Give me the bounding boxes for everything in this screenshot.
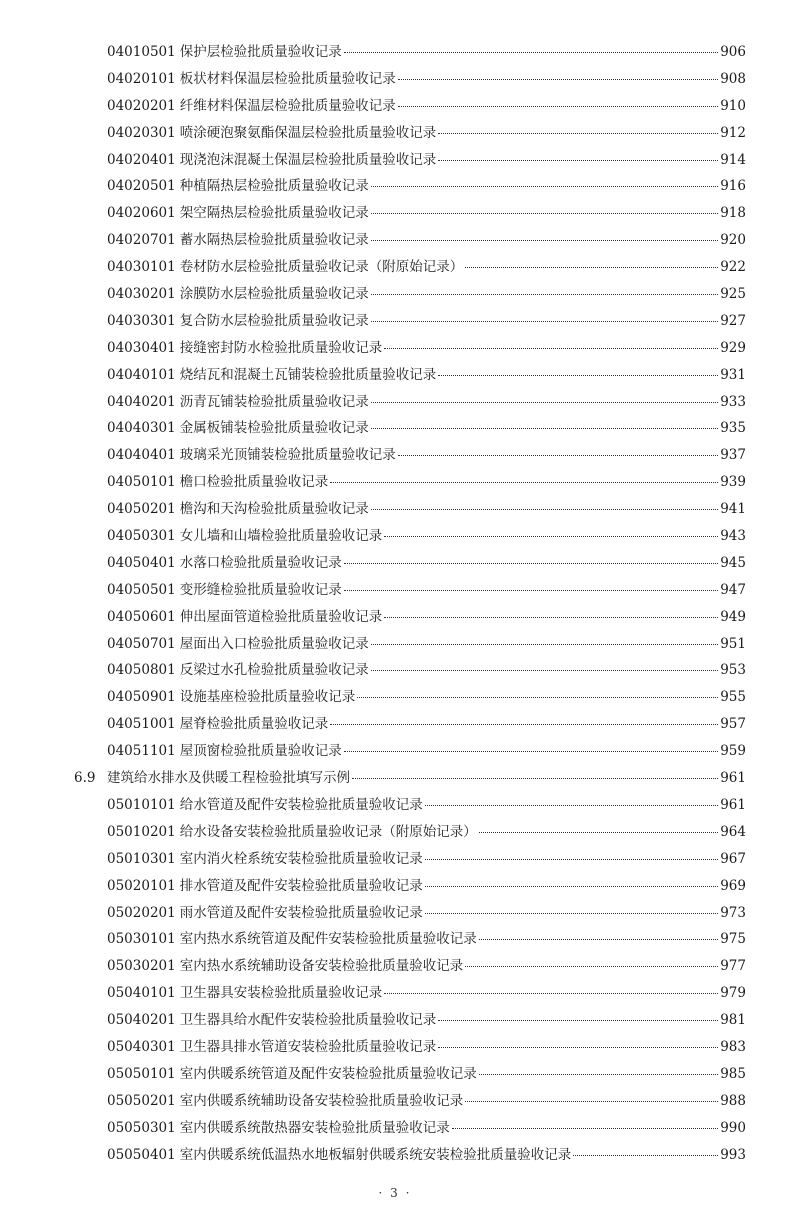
toc-entry-code: 05020101 xyxy=(107,877,176,894)
toc-entry-code: 04050901 xyxy=(107,689,176,706)
toc-entry-row[interactable] xyxy=(0,39,790,66)
toc-entry-title: 室内热水系统辅助设备安装检验批质量验收记录 xyxy=(179,958,464,975)
toc-entry-code: 04050601 xyxy=(107,608,176,625)
toc-page-number: 961 xyxy=(720,796,746,813)
toc-entry-code: 05050101 xyxy=(107,1065,176,1082)
toc-entry-title: 室内供暖系统低温热水地板辐射供暖系统安装检验批质量验收记录 xyxy=(179,1146,572,1163)
toc-entry-code: 04050401 xyxy=(107,554,176,571)
dot-leader xyxy=(465,966,718,967)
toc-page-number: 943 xyxy=(720,528,746,545)
toc-entry-row[interactable] xyxy=(0,631,790,658)
toc-entry-title: 接缝密封防水检验批质量验收记录 xyxy=(179,339,383,356)
dot-leader xyxy=(465,267,718,268)
toc-entry-row[interactable] xyxy=(0,926,790,953)
toc-entry-code: 04020401 xyxy=(107,151,176,168)
toc-entry-row[interactable] xyxy=(0,469,790,496)
toc-entry-code: 05020201 xyxy=(107,904,176,921)
toc-page-number: 981 xyxy=(720,1012,746,1029)
toc-entry-row[interactable] xyxy=(0,227,790,254)
toc-entry-code: 04020701 xyxy=(107,232,176,249)
toc-page-number: 951 xyxy=(720,635,746,652)
toc-page-number: 935 xyxy=(720,420,746,437)
toc-entry-code: 05050301 xyxy=(107,1119,176,1136)
toc-page-number: 983 xyxy=(720,1038,746,1055)
toc-page-number: 925 xyxy=(720,286,746,303)
toc-entry-row[interactable] xyxy=(0,1088,790,1115)
toc-entry-title: 排水管道及配件安装检验批质量验收记录 xyxy=(179,877,423,894)
toc-entry-code: 05040301 xyxy=(107,1038,176,1055)
toc-entry-title: 架空隔热层检验批质量验收记录 xyxy=(179,205,369,222)
dot-leader xyxy=(384,993,718,994)
dot-leader xyxy=(452,1128,718,1129)
toc-entry-code: 04040101 xyxy=(107,366,176,383)
dot-leader xyxy=(384,617,718,618)
dot-leader xyxy=(425,805,718,806)
toc-entry-row[interactable] xyxy=(0,523,790,550)
dot-leader xyxy=(438,133,718,134)
toc-page-number: 961 xyxy=(720,770,746,787)
toc-page-number: 959 xyxy=(720,743,746,760)
dot-leader xyxy=(344,563,718,564)
toc-page-number: 955 xyxy=(720,689,746,706)
toc-entry-title: 喷涂硬泡聚氨酯保温层检验批质量验收记录 xyxy=(179,124,437,141)
dot-leader xyxy=(344,52,718,53)
toc-entry-title: 水落口检验批质量验收记录 xyxy=(179,554,342,571)
toc-entry-title: 玻璃采光顶铺装检验批质量验收记录 xyxy=(179,447,396,464)
toc-entry-code: 05010301 xyxy=(107,850,176,867)
toc-entry-title: 卫生器具给水配件安装检验批质量验收记录 xyxy=(179,1012,437,1029)
toc-entry-row[interactable] xyxy=(0,1034,790,1061)
toc-entry-row[interactable] xyxy=(0,93,790,120)
toc-entry-row[interactable] xyxy=(0,604,790,631)
toc-entry-title: 给水管道及配件安装检验批质量验收记录 xyxy=(179,796,423,813)
dot-leader xyxy=(438,1020,718,1021)
toc-entry-title: 反梁过水孔检验批质量验收记录 xyxy=(179,662,369,679)
toc-page-number: 927 xyxy=(720,312,746,329)
toc-page-number: 977 xyxy=(720,958,746,975)
toc-entry-code: 04030301 xyxy=(107,312,176,329)
toc-entry-title: 女儿墙和山墙检验批质量验收记录 xyxy=(179,528,383,545)
dot-leader xyxy=(371,644,718,645)
toc-entry-code: 04050301 xyxy=(107,528,176,545)
toc-page-number: 964 xyxy=(720,823,746,840)
toc-entry-title: 烧结瓦和混凝土瓦铺装检验批质量验收记录 xyxy=(179,366,437,383)
toc-entry-row[interactable] xyxy=(0,711,790,738)
toc-page-number: 939 xyxy=(720,474,746,491)
toc-page-number: 912 xyxy=(720,124,746,141)
dot-leader xyxy=(371,186,718,187)
dot-leader xyxy=(398,455,718,456)
toc-entry-code: 05040101 xyxy=(107,985,176,1002)
toc-entry-row[interactable] xyxy=(0,1115,790,1142)
dot-leader xyxy=(371,670,718,671)
toc-entry-row[interactable] xyxy=(0,684,790,711)
toc-entry-row[interactable] xyxy=(0,1142,790,1169)
toc-page-number: 908 xyxy=(720,70,746,87)
toc-entry-row[interactable] xyxy=(0,792,790,819)
toc-entry-row[interactable] xyxy=(0,657,790,684)
toc-entry-row[interactable] xyxy=(0,738,790,765)
dot-leader xyxy=(371,402,718,403)
toc-entry-title: 种植隔热层检验批质量验收记录 xyxy=(179,178,369,195)
toc-page-number: 985 xyxy=(720,1065,746,1082)
dot-leader xyxy=(438,1047,718,1048)
dot-leader xyxy=(371,294,718,295)
toc-page-number: 975 xyxy=(720,931,746,948)
toc-page-number: 957 xyxy=(720,716,746,733)
toc-entry-code: 04020201 xyxy=(107,97,176,114)
toc-entry-code: 04010501 xyxy=(107,44,176,60)
toc-entry-code: 05040201 xyxy=(107,1012,176,1029)
dot-leader xyxy=(371,240,718,241)
toc-entry-title: 室内热水系统管道及配件安装检验批质量验收记录 xyxy=(179,931,477,948)
toc-entry-title: 设施基座检验批质量验收记录 xyxy=(179,689,356,706)
toc-entry-title: 保护层检验批质量验收记录 xyxy=(179,44,342,60)
toc-entry-code: 05030101 xyxy=(107,931,176,948)
toc-page-number: 947 xyxy=(720,581,746,598)
toc-page-number: 914 xyxy=(720,151,746,168)
dot-leader xyxy=(479,939,718,940)
toc-entry-title: 檐沟和天沟检验批质量验收记录 xyxy=(179,501,369,518)
toc-entry-code: 04020501 xyxy=(107,178,176,195)
toc-page-number: 993 xyxy=(720,1146,746,1163)
toc-entry-row[interactable] xyxy=(0,254,790,281)
page-number-footer: · 3 · xyxy=(378,1186,412,1200)
toc-entry-code: 04030201 xyxy=(107,286,176,303)
toc-page-number: 916 xyxy=(720,178,746,195)
toc-entry-row[interactable] xyxy=(0,577,790,604)
toc-entry-title: 室内供暖系统管道及配件安装检验批质量验收记录 xyxy=(179,1065,477,1082)
toc-entry-title: 板状材料保温层检验批质量验收记录 xyxy=(179,70,396,87)
toc-page-number: 929 xyxy=(720,339,746,356)
toc-entry-row[interactable] xyxy=(0,819,790,846)
toc-entry-row[interactable] xyxy=(0,281,790,308)
toc-entry-row[interactable] xyxy=(0,66,790,93)
toc-entry-code: 04051001 xyxy=(107,716,176,733)
toc-entry-title: 复合防水层检验批质量验收记录 xyxy=(179,312,369,329)
toc-entry-code: 04051101 xyxy=(107,743,176,760)
toc-page-number: 941 xyxy=(720,501,746,518)
dot-leader xyxy=(438,160,718,161)
toc-entry-code: 05050201 xyxy=(107,1092,176,1109)
toc-page-number: 918 xyxy=(720,205,746,222)
toc-entry-title: 金属板铺装检验批质量验收记录 xyxy=(179,420,369,437)
toc-entry-title: 室内供暖系统散热器安装检验批质量验收记录 xyxy=(179,1119,450,1136)
toc-entry-row[interactable] xyxy=(0,415,790,442)
toc-entry-code: 04040201 xyxy=(107,393,176,410)
dot-leader xyxy=(344,751,718,752)
dot-leader xyxy=(425,913,718,914)
toc-entry-code: 04050501 xyxy=(107,581,176,598)
toc-entry-code: 04020601 xyxy=(107,205,176,222)
toc-entry-row[interactable] xyxy=(0,335,790,362)
dot-leader xyxy=(425,859,718,860)
toc-entry-row[interactable] xyxy=(0,147,790,174)
toc-entry-title: 卫生器具安装检验批质量验收记录 xyxy=(179,985,383,1002)
toc-entry-row[interactable] xyxy=(0,308,790,335)
toc-entry-row[interactable] xyxy=(0,873,790,900)
dot-leader xyxy=(465,1101,718,1102)
toc-entry-title: 涂膜防水层检验批质量验收记录 xyxy=(179,286,369,303)
toc-entry-code: 04020301 xyxy=(107,124,176,141)
toc-entry-code: 04030101 xyxy=(107,259,176,276)
toc-entry-title: 屋脊检验批质量验收记录 xyxy=(179,716,329,733)
toc-entry-code: 05030201 xyxy=(107,958,176,975)
toc-entry-row[interactable] xyxy=(0,980,790,1007)
toc-entry-row[interactable] xyxy=(0,200,790,227)
dot-leader xyxy=(398,106,718,107)
toc-page-number: 937 xyxy=(720,447,746,464)
toc-entry-row[interactable] xyxy=(0,1061,790,1088)
toc-entry-title: 伸出屋面管道检验批质量验收记录 xyxy=(179,608,383,625)
toc-entry-title: 屋面出入口检验批质量验收记录 xyxy=(179,635,369,652)
toc-page-number: 931 xyxy=(720,366,746,383)
toc-entry-code: 04040301 xyxy=(107,420,176,437)
dot-leader xyxy=(352,778,718,779)
toc-entry-code: 04030401 xyxy=(107,339,176,356)
toc-entry-row[interactable] xyxy=(0,173,790,200)
dot-leader xyxy=(425,886,718,887)
dot-leader xyxy=(573,1155,718,1156)
toc-page-number: 973 xyxy=(720,904,746,921)
toc-entry-row[interactable] xyxy=(0,120,790,147)
toc-entry-title: 卫生器具排水管道安装检验批质量验收记录 xyxy=(179,1038,437,1055)
dot-leader xyxy=(384,348,718,349)
table-of-contents xyxy=(0,39,790,1168)
toc-entry-row[interactable] xyxy=(0,550,790,577)
toc-entry-row[interactable] xyxy=(0,496,790,523)
toc-entry-code: 05050401 xyxy=(107,1146,176,1163)
toc-entry-code: 04020101 xyxy=(107,70,176,87)
toc-page-number: 979 xyxy=(720,985,746,1002)
dot-leader xyxy=(438,375,718,376)
toc-page-number: 953 xyxy=(720,662,746,679)
toc-page-number: 945 xyxy=(720,554,746,571)
toc-entry-row[interactable] xyxy=(0,900,790,927)
toc-page-number: 906 xyxy=(720,44,746,60)
toc-entry-title: 蓄水隔热层检验批质量验收记录 xyxy=(179,232,369,249)
toc-entry-title: 给水设备安装检验批质量验收记录（附原始记录） xyxy=(179,823,477,840)
dot-leader xyxy=(384,536,718,537)
dot-leader xyxy=(330,724,718,725)
toc-entry-code: 04050701 xyxy=(107,635,176,652)
toc-entry-row[interactable] xyxy=(0,362,790,389)
toc-entry-row[interactable] xyxy=(0,953,790,980)
dot-leader xyxy=(398,79,718,80)
dot-leader xyxy=(330,482,718,483)
dot-leader xyxy=(371,509,718,510)
toc-entry-title: 卷材防水层检验批质量验收记录（附原始记录） xyxy=(179,259,464,276)
toc-page-number: 949 xyxy=(720,608,746,625)
toc-entry-title: 现浇泡沫混凝土保温层检验批质量验收记录 xyxy=(179,151,437,168)
dot-leader xyxy=(344,590,718,591)
toc-entry-code: 04050101 xyxy=(107,474,176,491)
toc-entry-code: 05010101 xyxy=(107,796,176,813)
toc-page-number: 920 xyxy=(720,232,746,249)
toc-page-number: 969 xyxy=(720,877,746,894)
dot-leader xyxy=(479,1074,718,1075)
toc-entry-title: 室内消火栓系统安装检验批质量验收记录 xyxy=(179,850,423,867)
toc-entry-title: 室内供暖系统辅助设备安装检验批质量验收记录 xyxy=(179,1092,464,1109)
toc-entry-title: 变形缝检验批质量验收记录 xyxy=(179,581,342,598)
toc-entry-row[interactable] xyxy=(0,846,790,873)
toc-page-number: 988 xyxy=(720,1092,746,1109)
toc-entry-title: 屋顶窗检验批质量验收记录 xyxy=(179,743,342,760)
toc-page-number: 967 xyxy=(720,850,746,867)
toc-entry-row[interactable] xyxy=(0,1007,790,1034)
toc-entry-title: 纤维材料保温层检验批质量验收记录 xyxy=(179,97,396,114)
toc-section-number: 6.9 xyxy=(74,770,96,787)
toc-page-number: 990 xyxy=(720,1119,746,1136)
toc-entry-title: 沥青瓦铺装检验批质量验收记录 xyxy=(179,393,369,410)
dot-leader xyxy=(479,832,718,833)
toc-entry-code: 04050801 xyxy=(107,662,176,679)
toc-section-row[interactable] xyxy=(0,765,790,792)
toc-page-number: 922 xyxy=(720,259,746,276)
toc-entry-title: 建筑给水排水及供暖工程检验批填写示例 xyxy=(107,770,350,787)
dot-leader xyxy=(371,321,718,322)
dot-leader xyxy=(371,428,718,429)
toc-entry-code: 05010201 xyxy=(107,823,176,840)
toc-entry-title: 檐口检验批质量验收记录 xyxy=(179,474,329,491)
toc-entry-code: 04050201 xyxy=(107,501,176,518)
toc-entry-code: 04040401 xyxy=(107,447,176,464)
dot-leader xyxy=(357,697,718,698)
dot-leader xyxy=(371,213,718,214)
toc-page-number: 933 xyxy=(720,393,746,410)
toc-entry-title: 雨水管道及配件安装检验批质量验收记录 xyxy=(179,904,423,921)
toc-entry-row[interactable] xyxy=(0,442,790,469)
toc-entry-row[interactable] xyxy=(0,389,790,416)
toc-page-number: 910 xyxy=(720,97,746,114)
